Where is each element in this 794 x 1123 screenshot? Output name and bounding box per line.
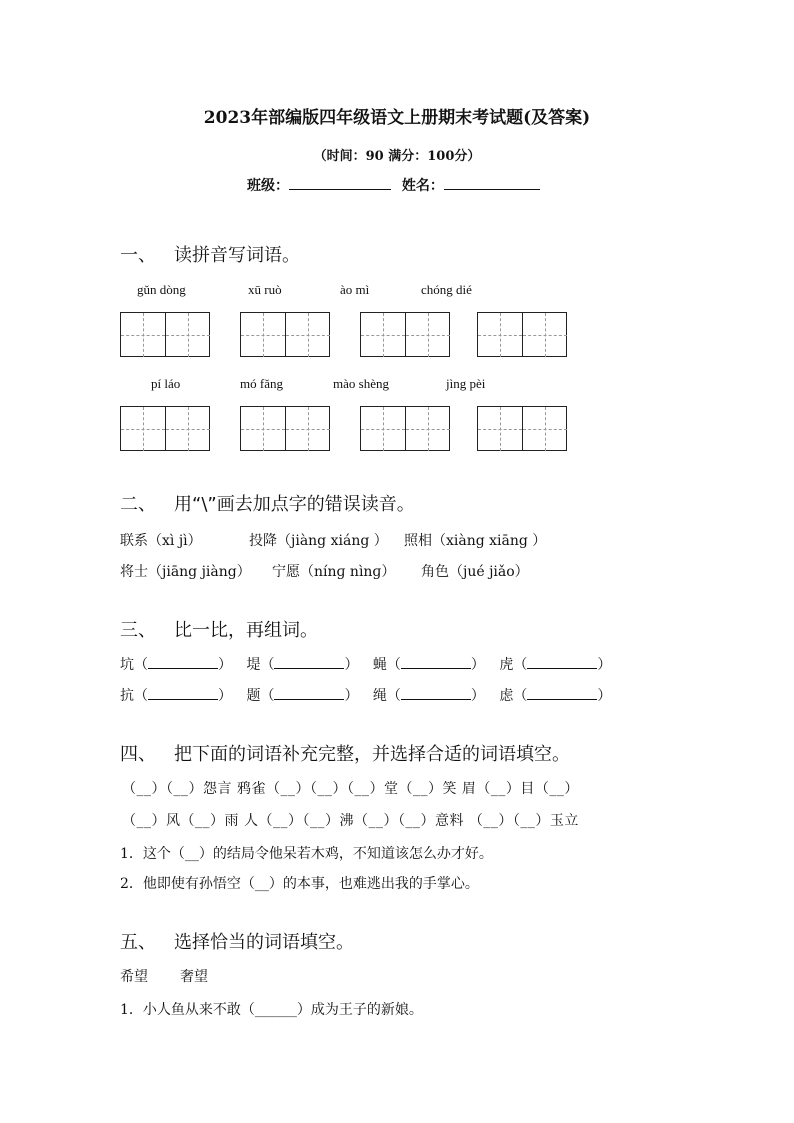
word-blank[interactable] (274, 655, 344, 669)
section-3-heading: 三、 比一比，再组词。 (120, 620, 318, 641)
pinyin-5: pí láo (151, 376, 181, 391)
pinyin-8: jìng pèi (446, 376, 486, 391)
exam-info: （时间：90 满分：100分） (313, 149, 481, 164)
section-2-heading: 二、 用“\”画去加点字的错误读音。 (120, 494, 415, 515)
reading-item: 联系（xì jì） (120, 533, 202, 549)
pinyin-4: chóng dié (421, 282, 472, 297)
tianzige-box[interactable] (477, 312, 567, 357)
tianzige-box[interactable] (360, 406, 450, 451)
word-choices: 希望 奢望 (120, 969, 208, 985)
reading-item: 宁愿（nínɡ nìnɡ） (272, 564, 396, 580)
pinyin-2: xū ruò (248, 282, 282, 297)
page-title: 2023年部编版四年级语文上册期末考试题(及答案) (203, 108, 591, 128)
idiom-row-1: （__）（__）怨言 鸦雀（__）（__）（__）堂（__）笑 眉（__）目（__） (122, 781, 579, 797)
tianzige-box[interactable] (120, 406, 210, 451)
idiom-row-2: （__）风（__）雨 人（__）（__）沸（__）（__）意料 （__）（__）玉立 (122, 813, 579, 829)
tianzige-box[interactable] (120, 312, 210, 357)
pinyin-6: mó fǎng (240, 376, 283, 391)
class-label: 班级： (247, 178, 289, 194)
question-1: 1．这个（__）的结局令他呆若木鸡，不知道该怎么办才好。 (120, 846, 493, 862)
class-blank[interactable] (289, 175, 391, 190)
tianzige-box[interactable] (477, 406, 567, 451)
word-blank[interactable] (527, 686, 597, 700)
word-blank[interactable] (274, 686, 344, 700)
question-1: 1．小人鱼从来不敢（______）成为王子的新娘。 (120, 1002, 423, 1018)
question-2: 2．他即使有孙悟空（__）的本事，也难逃出我的手掌心。 (120, 876, 479, 892)
reading-item: 角色（jué jiǎo） (421, 564, 529, 580)
pinyin-1: gǔn dòng (137, 282, 186, 297)
tianzige-box[interactable] (360, 312, 450, 357)
pinyin-3: ào mì (340, 282, 370, 297)
compare-row: 坑（ ） 堤（ ） 蝇（ ） 虎（ ） (120, 657, 612, 673)
reading-item: 投降（jiàng xiáng ） (249, 533, 388, 549)
pinyin-7: mào shèng (333, 376, 389, 391)
section-1-heading: 一、 读拼音写词语。 (120, 245, 300, 266)
student-info (247, 175, 540, 195)
name-label: 姓名： (401, 178, 444, 194)
reading-item: 将士（jiāng jiàng） (120, 564, 251, 580)
word-blank[interactable] (148, 686, 218, 700)
name-blank[interactable] (444, 175, 540, 190)
word-blank[interactable] (401, 655, 471, 669)
tianzige-box[interactable] (240, 312, 330, 357)
section-4-heading: 四、 把下面的词语补充完整，并选择合适的词语填空。 (120, 744, 570, 765)
word-blank[interactable] (401, 686, 471, 700)
tianzige-box[interactable] (240, 406, 330, 451)
reading-item: 照相（xiàng xiāng ） (404, 533, 547, 549)
compare-row: 抗（ ） 题（ ） 绳（ ） 虑（ ） (120, 688, 612, 704)
word-blank[interactable] (148, 655, 218, 669)
section-5-heading: 五、 选择恰当的词语填空。 (120, 932, 354, 953)
word-blank[interactable] (527, 655, 597, 669)
